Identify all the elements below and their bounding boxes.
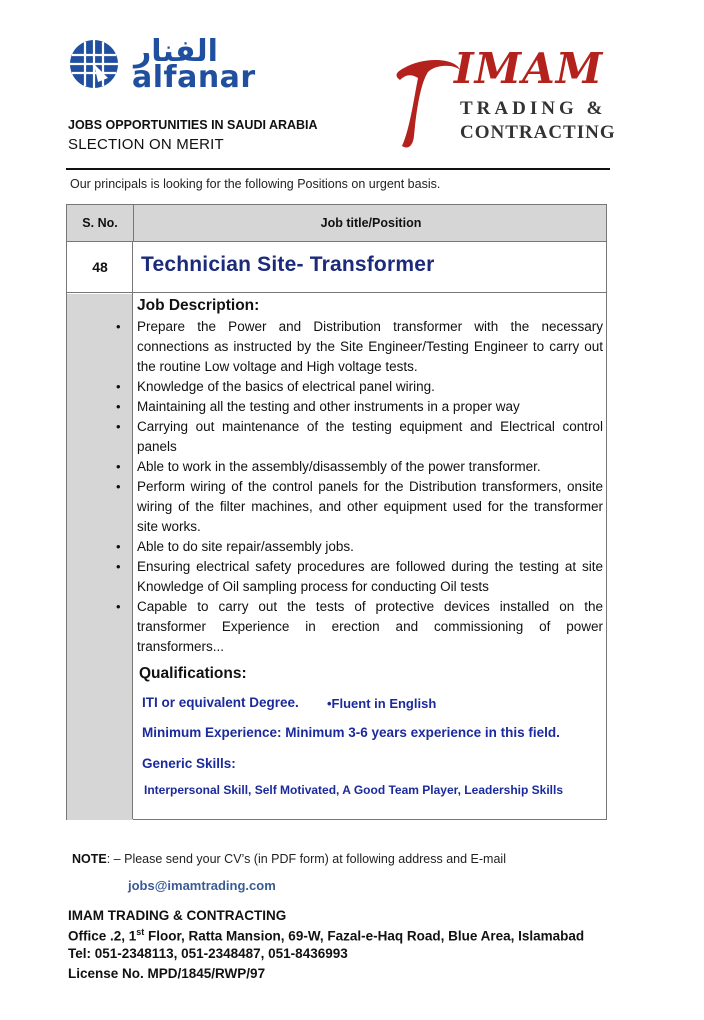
job-table xyxy=(66,204,607,820)
table-title-row xyxy=(67,242,606,293)
header-job-title: Job title/Position xyxy=(320,216,422,230)
header-sno: S. No. xyxy=(82,216,118,230)
alfanar-logo xyxy=(68,36,268,96)
description-list xyxy=(116,317,603,657)
imam-logo xyxy=(384,44,624,154)
qualifications-heading: Qualifications: xyxy=(139,665,247,682)
job-number: 48 xyxy=(92,259,108,275)
table-header-row xyxy=(67,205,606,242)
principals-text: Our principals is looking for the following Positions on urgent basis. xyxy=(70,177,441,191)
degree-requirement: ITI or equivalent Degree. xyxy=(142,695,299,710)
list-item: • Able to do site repair/assembly jobs. xyxy=(116,539,354,554)
generic-skills-heading: Generic Skills: xyxy=(142,756,236,771)
company-address: Office .2, 1st Floor, Ratta Mansion, 69-W, Fazal-e-Haq Road, Blue Area, Islamabad xyxy=(68,927,585,944)
imam-swoosh-icon xyxy=(384,54,464,154)
description-heading: Job Description: xyxy=(137,297,260,314)
list-item: • Knowledge of the basics of electrical panel wiring. xyxy=(116,379,435,394)
alfanar-arabic-name: الفنار xyxy=(134,34,218,69)
job-description xyxy=(116,297,603,657)
list-item: • Prepare the Power and Distribution transformer with the necessary connections as instructed by the Site Engineer/Testing Engineer to carry out the routine Low voltage and High voltage tests. xyxy=(116,319,603,374)
list-item: • Ensuring electrical safety procedures are followed during the testing at site Knowledge of Oil sampling process for conducting Oil tests xyxy=(116,559,603,594)
license-number: License No. MPD/1845/RWP/97 xyxy=(68,966,266,981)
email-link[interactable]: jobs@imamtrading.com xyxy=(128,878,276,893)
list-item: • Carrying out maintenance of the testing equipment and Electrical control panels xyxy=(116,419,603,454)
company-name: IMAM TRADING & CONTRACTING xyxy=(68,908,287,923)
list-item: • Able to work in the assembly/disassembly of the power transformer. xyxy=(116,459,541,474)
header-divider xyxy=(66,168,610,170)
note-text: NOTE: – Please send your CV’s (in PDF form) at following address and E-mail xyxy=(72,852,506,866)
jobs-heading: JOBS OPPORTUNITIES IN SAUDI ARABIA xyxy=(68,118,318,132)
generic-skills-list: Interpersonal Skill, Self Motivated, A Good Team Player, Leadership Skills xyxy=(144,783,564,797)
selection-text: SLECTION ON MERIT xyxy=(68,136,224,153)
imam-word: IMAM xyxy=(454,44,604,93)
job-title: Technician Site- Transformer xyxy=(141,253,435,276)
sno-column xyxy=(67,205,133,819)
imam-trading: TRADING & xyxy=(460,98,607,119)
company-phone: Tel: 051-2348113, 051-2348487, 051-8436993 xyxy=(68,946,348,961)
alfanar-name: alfanar xyxy=(132,60,256,95)
language-requirement: •Fluent in English xyxy=(327,696,437,711)
experience-requirement: Minimum Experience: Minimum 3-6 years experience in this field. xyxy=(142,725,560,740)
imam-contracting: CONTRACTING xyxy=(460,122,616,143)
list-item: • Perform wiring of the control panels for the Distribution transformers, onsite wiring of the filter machines, and other equipment used for the transformer site works. xyxy=(116,479,603,534)
list-item: • Maintaining all the testing and other instruments in a proper way xyxy=(116,399,520,414)
alfanar-globe-icon xyxy=(68,38,120,90)
list-item: • Capable to carry out the tests of protective devices installed on the transformer Experience in erection and commissioning of power transformers... xyxy=(116,599,603,654)
